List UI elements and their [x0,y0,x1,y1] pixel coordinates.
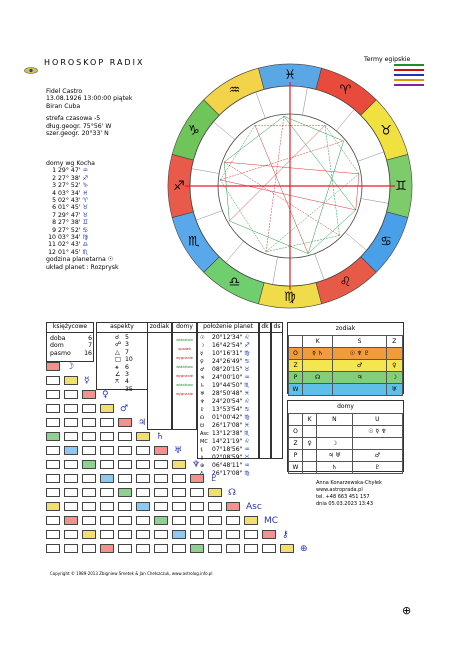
aspect-cell [190,530,204,539]
aspect-cell [82,502,96,511]
person-timezone: strefa czasowa -5 [46,115,101,123]
zodiac-sign: ♑ [188,123,200,139]
person-info [46,88,132,137]
house-row: 8 27° 38' ♊ [52,219,89,227]
aspect-cell [172,530,186,539]
aspect-cell [190,516,204,525]
aspect-cell [46,432,60,441]
aspect-grid-label: MC [264,516,279,526]
aspect-cell [190,474,204,483]
aspect-cell [64,432,78,441]
house-row: 1 29° 47' ♒ [52,167,89,175]
aspect-cell [64,544,78,553]
aspect-cell [46,530,60,539]
aspect-cell [226,516,240,525]
person-lat: szer.geogr. 20°33' N [46,130,109,138]
position-row: ♇ 13°53'54" ♋ [200,406,250,413]
aspect-grid-label: ☽ [66,362,75,372]
aspect-cell [46,502,60,511]
aspect-cell [46,516,60,525]
aspect-cell [154,488,168,497]
houses-list [46,160,119,271]
zodiac-sign: ♏ [188,234,200,250]
houses-label: domy wg Kocha [46,160,95,167]
position-row: ☿ 10°16'31" ♍ [200,350,250,357]
band-col-header: N [317,414,353,426]
aspect-cell [136,460,150,469]
band-cell: ♂ [333,360,386,372]
aspect-cell [262,530,276,539]
band-cell: ♅ [386,384,402,396]
aspect-count-row: 35 [125,385,133,393]
person-long: dług.geogr. 75°56' W [46,122,112,130]
aspect-cell [154,530,168,539]
aspect-cell [82,418,96,427]
band-cell: ♂ [352,450,402,462]
position-row: ♅ 28°50'48" ♓ [200,390,250,397]
aspect-cell [82,530,96,539]
band-cell: ☽ [386,372,402,384]
aspect-grid-label: ♀ [102,390,109,400]
aspect-cell [100,474,114,483]
aspect-count-row: □ 10 [115,356,133,364]
aspect-cell [82,474,96,483]
aspect-count-row: △ 7 [115,348,129,356]
zodiac-sign: ♊ [395,179,407,194]
credit-site: www.astroprada.pl [316,487,363,493]
aspect-grid-label: ♇ [210,474,219,484]
aspect-cell [154,516,168,525]
aspect-cell [226,502,240,511]
person-place: Biran Cuba [46,102,81,110]
band-cell: ♄ [317,462,353,474]
aspect-count-row: ∠ 3 [115,371,129,379]
aspect-cell [100,544,114,553]
band-row-label: W [289,462,303,474]
aspect-count-row: ⚻ 4 [115,378,129,386]
moon-row: dom 7 [50,342,92,350]
aspect-grid-label: ☿ [84,376,90,386]
aspect-cell [46,362,60,371]
position-row: ♃ 24°00'10" ♒ [200,374,250,381]
aspect-grid-label: ♄ [156,432,165,442]
band-row [289,348,403,360]
aspect-cell [118,530,132,539]
credit-date: dnia 05.03.2023 13:43 [316,501,374,507]
aspect-cell [64,502,78,511]
house-row: 11 02° 43' ♎ [48,241,89,249]
position-row: Asc 13°12'38" ♏ [200,430,250,437]
zodiac-sign: ♓ [284,68,296,83]
band-row-label: W [289,384,303,396]
aspect-grid-label: ♆ [192,460,201,470]
band-cell: ♃ [333,372,386,384]
aspect-cell [100,460,114,469]
aspect-cell [154,446,168,455]
zodiac-sign: ♎ [228,275,241,291]
moon-row: pasmo 16 [50,349,92,357]
aspect-cell [100,530,114,539]
aspect-cell [64,530,78,539]
band-col-header: Z [386,336,402,348]
aspect-cell [118,446,132,455]
aspect-cell [172,544,186,553]
aspect-cell [64,404,78,413]
aspect-cell [118,488,132,497]
aspect-cell [46,390,60,399]
aspect-cell [154,474,168,483]
right-zodiac-header: zodiak [335,325,356,332]
band-col-header: U [352,414,402,426]
aspect-grid-label: ⚷ [282,530,289,540]
band-cell: ♀ [303,438,317,450]
zodiac-sign: ♍ [284,290,296,305]
band-row-label: O [289,426,303,438]
zodiac-sign: ♌ [339,275,352,291]
position-row: ☉ 20°12'34" ♌ [200,334,250,341]
position-row: ⚸ 07°18'56" ♒ [200,446,250,453]
aspect-cell [82,390,96,399]
aspect-cell [136,446,150,455]
zodiac-sign: ♒ [228,82,241,98]
aspect-grid [46,362,376,577]
band-cell: ♇ [352,462,402,474]
page-title: HOROSKOP RADIX [44,58,145,67]
position-row: 26°17'08" ♍ [212,470,250,477]
position-row: ♂ 08°20'15" ♉ [200,366,250,373]
band-cell: ☉ ♆ ♇ [333,348,386,360]
aspect-cell [136,432,150,441]
moon-box [46,322,94,362]
dignity-label: wygnanie [176,392,193,396]
aspect-count-row: ☍ 3 [115,341,129,349]
aspect-cell [136,474,150,483]
aspect-cell [262,544,276,553]
aspect-cell [64,474,78,483]
dignity-label: władztwo [176,365,193,369]
aspect-cell [190,488,204,497]
dignity-label: upadek [178,347,191,351]
position-row: ☽ 16°42'54" ♐ [200,342,250,349]
house-row: 12 01° 45' ♏ [48,248,89,256]
aspect-cell [208,516,222,525]
copyright: Copyright © 1989-2013 Zbigniew Smetek & Jan Chełszczuk, www.astrolog.info.pl [50,571,213,576]
aspect-cell [208,488,222,497]
aspect-cell [82,404,96,413]
aspect-grid-label: Asc [246,502,262,512]
aspect-cell [46,460,60,469]
aspects-header: aspekty [97,323,147,333]
aspect-cell [172,460,186,469]
position-row: ⚷ 02°08'59" ♉ [200,454,250,461]
band-cell: ♃ ♅ [317,450,353,462]
aspect-cell [46,418,60,427]
aspect-cell [100,404,114,413]
house-row: 4 03° 34' ♓ [52,189,89,197]
band-col-header: K [303,336,333,348]
zodiac-sign: ♈ [339,82,352,98]
band-cell [386,348,402,360]
aspect-grid-label: ☊ [228,488,236,498]
aspect-cell [118,460,132,469]
aspect-cell [208,502,222,511]
aspect-cell [118,432,132,441]
aspect-cell [82,446,96,455]
aspect-cell [226,530,240,539]
person-datetime: 13.08.1926 13:00:00 piątek [46,95,133,103]
band-cell: ☊ [303,372,333,384]
aspect-cell [118,502,132,511]
position-row: ♄ 19°44'50" ♏ [200,382,250,389]
aspect-grid-label: ♅ [174,446,183,456]
aspect-cell [136,516,150,525]
aspect-cell [64,418,78,427]
aspect-cell [82,516,96,525]
aspect-cell [118,418,132,427]
aspect-cell [244,530,258,539]
aspect-cell [280,544,294,553]
aspect-cell [172,516,186,525]
aspect-cell [154,544,168,553]
band-row-label: Z [289,438,303,450]
aspect-cell [100,418,114,427]
aspect-cell [46,474,60,483]
house-row: 5 02° 43' ♈ [52,197,89,205]
aspect-cell [100,488,114,497]
position-row: ♆ 24°20'54" ♌ [200,398,250,405]
horoscope-wheel [150,52,430,320]
aspect-cell [82,460,96,469]
house-row: 10 03° 34' ♍ [48,234,89,242]
aspect-cell [82,432,96,441]
dignity-label: władztwo [176,383,193,387]
credit-author: Anna Konarzewska-Chyłek [316,480,382,486]
band-col-header: K [303,414,317,426]
aspect-grid-label: ♃ [138,418,147,428]
aspect-cell [208,544,222,553]
aspect-cell [190,502,204,511]
person-name: Fidel Castro [46,88,83,95]
house-row: 2 27° 38' ♐ [52,174,89,182]
aspect-cell [136,544,150,553]
band-col-header: S [333,336,386,348]
position-row: ⊕ 06°48'11" ♒ [200,462,250,469]
aspect-cell [244,544,258,553]
zodiac-sign: ♐ [173,179,185,194]
positions-header: położenie planet [198,323,258,333]
band-row-label: O [289,348,303,360]
aspect-cell [118,474,132,483]
aspect-cell [64,390,78,399]
aspect-cell [46,404,60,413]
moon-header: księżycowe [47,323,93,333]
aspect-cell [46,488,60,497]
band-row-label: Z [289,360,303,372]
aspect-cell [136,488,150,497]
dignity-label: władztwo [176,338,193,342]
aspect-cell [46,446,60,455]
aspect-cell [82,544,96,553]
house-row: 9 27° 52' ♋ [52,226,89,234]
aspect-cell [82,488,96,497]
band-row-label: P [289,372,303,384]
aspect-cell [100,502,114,511]
band-cell: ☉ ☿ ♆ [352,426,402,438]
position-row: MC 14°21'19" ♌ [200,438,250,445]
zodiac-col-header: zodiak [148,323,171,333]
zodiac-sign: ♉ [380,123,392,139]
credit-phone: tel. +48 663 451 157 [316,494,370,500]
aspect-cell [100,432,114,441]
aspect-cell [64,516,78,525]
logo-icon [24,59,38,66]
right-houses-header: domy [337,403,354,410]
house-row: 7 29° 47' ♉ [52,211,89,219]
aspect-cell [64,460,78,469]
aspect-cell [190,544,204,553]
aspect-cell [46,544,60,553]
aspect-count-row: ⚹ 6 [115,363,129,371]
position-row: ☊ 01°00'42" ♍ [200,414,250,421]
band-row-label: P [289,450,303,462]
aspect-cell [244,516,258,525]
zodiac-sign: ♋ [380,234,392,250]
aspect-cell [208,530,222,539]
aspect-grid-label: ⊕ [300,544,308,554]
aspect-cell [154,460,168,469]
terms-label: Termy egipskie [364,56,411,63]
aspect-cell [100,516,114,525]
band-cell: ☿ ♄ [303,348,333,360]
house-row: 3 27° 52' ♑ [52,182,89,190]
planet-hour: godzina planetarna ☉ [46,256,114,264]
aspect-cell [154,502,168,511]
aspect-cell [172,488,186,497]
dignity-label: wygnanie [176,374,193,378]
aspect-grid-label: ♂ [120,404,129,414]
moon-row: doba 6 [50,335,92,342]
aspect-cell [172,474,186,483]
aspect-cell [226,544,240,553]
position-row: ♀ 24°26'49" ♋ [200,358,250,365]
aspect-cell [64,376,78,385]
aspect-cell [136,530,150,539]
houses-col-header: domy [173,323,196,333]
ds-header: ds [272,323,282,333]
band-cell: ☽ [317,438,353,450]
aspect-cell [118,516,132,525]
position-row: ☋ 26°17'08" ♓ [200,422,250,429]
house-row: 6 01° 45' ♉ [52,204,89,212]
dignity-label: wygnanie [176,356,193,360]
planet-layout: układ planet : Rozprysk [46,263,119,271]
aspect-cell [136,502,150,511]
dk-header: dk [260,323,270,333]
aspect-cell [64,488,78,497]
aspect-cell [100,446,114,455]
aspect-cell [46,376,60,385]
aspect-cell [118,544,132,553]
band-cell: ♀ [386,360,402,372]
aspect-count-row: ☌ 5 [115,334,129,341]
earth-icon: ⊕ [402,604,412,617]
aspect-cell [64,446,78,455]
aspect-cell [172,502,186,511]
